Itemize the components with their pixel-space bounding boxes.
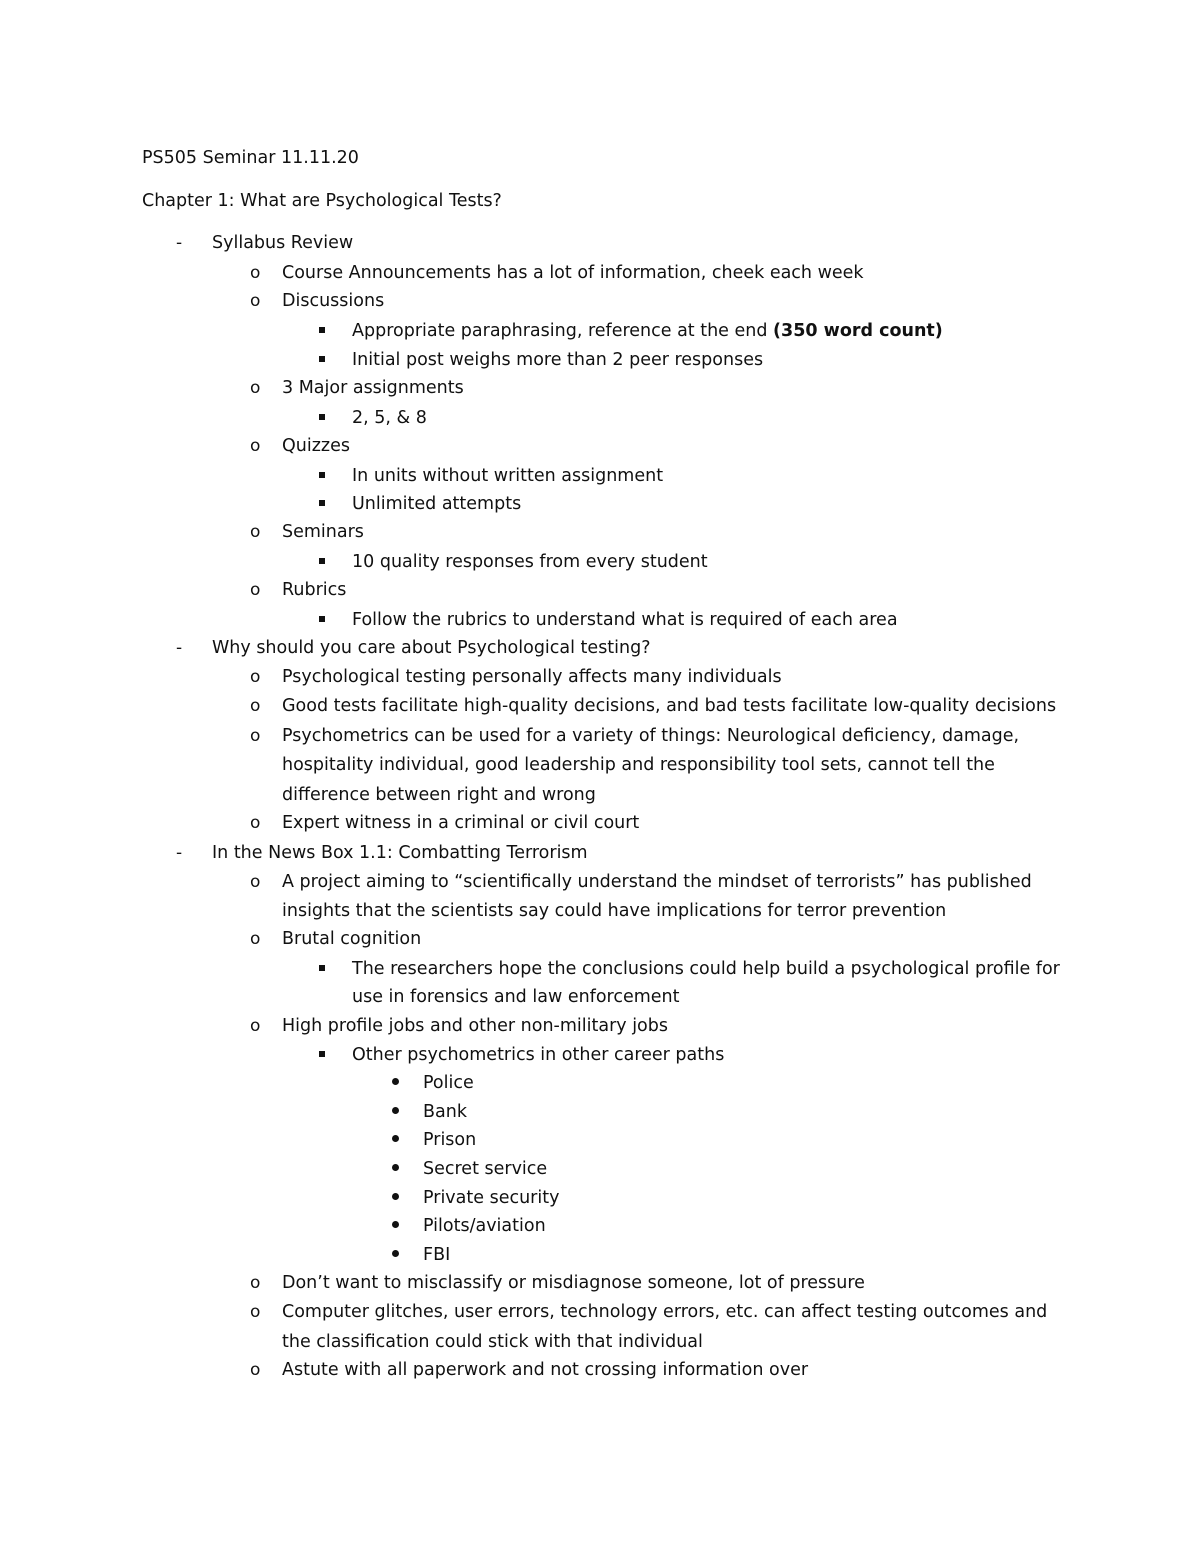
list-item-continuation: the classification could stick with that individual <box>282 1332 703 1352</box>
square-bullet <box>319 414 325 420</box>
list-item: Seminars <box>282 522 364 542</box>
list-item: 2, 5, & 8 <box>352 408 427 428</box>
square-bullet <box>319 965 325 971</box>
round-bullet <box>392 1078 399 1085</box>
list-item: The researchers hope the conclusions could help build a psychological profile for <box>352 959 1060 979</box>
why-heading: Why should you care about Psychological testing? <box>212 638 651 658</box>
career-item: Police <box>423 1073 474 1093</box>
square-bullet <box>319 616 325 622</box>
circle-bullet: o <box>250 1273 261 1293</box>
square-bullet <box>319 356 325 362</box>
list-item: Unlimited attempts <box>352 494 522 514</box>
circle-bullet: o <box>250 667 261 687</box>
career-item: Private security <box>423 1188 560 1208</box>
list-item: Discussions <box>282 291 385 311</box>
circle-bullet: o <box>250 522 261 542</box>
circle-bullet: o <box>250 378 261 398</box>
list-item: Computer glitches, user errors, technology errors, etc. can affect testing outcomes and <box>282 1302 1048 1322</box>
list-item: Other psychometrics in other career paths <box>352 1045 725 1065</box>
word-count-emphasis: (350 word count) <box>773 321 943 341</box>
list-item: Expert witness in a criminal or civil court <box>282 813 640 833</box>
round-bullet <box>392 1164 399 1171</box>
dash-bullet: - <box>176 638 183 658</box>
circle-bullet: o <box>250 1016 261 1036</box>
list-item: In units without written assignment <box>352 466 664 486</box>
square-bullet <box>319 1051 325 1057</box>
square-bullet <box>319 327 325 333</box>
list-item-text: Appropriate paraphrasing, reference at the end <box>352 321 774 341</box>
round-bullet <box>392 1250 399 1257</box>
circle-bullet: o <box>250 813 261 833</box>
circle-bullet: o <box>250 929 261 949</box>
round-bullet <box>392 1135 399 1142</box>
circle-bullet: o <box>250 726 261 746</box>
syllabus-heading: Syllabus Review <box>212 233 354 253</box>
list-item-continuation: hospitality individual, good leadership and responsibility tool sets, cannot tell the <box>282 755 995 775</box>
list-item: A project aiming to “scientifically understand the mindset of terrorists” has published <box>282 872 1032 892</box>
dash-bullet: - <box>176 233 183 253</box>
list-item: Psychometrics can be used for a variety of things: Neurological deficiency, damage, <box>282 726 1020 746</box>
list-item <box>352 319 943 343</box>
list-item: Don’t want to misclassify or misdiagnose someone, lot of pressure <box>282 1273 865 1293</box>
document-title: PS505 Seminar 11.11.20 <box>142 148 359 168</box>
list-item: Psychological testing personally affects many individuals <box>282 667 782 687</box>
list-item-continuation: use in forensics and law enforcement <box>352 987 680 1007</box>
round-bullet <box>392 1193 399 1200</box>
dash-bullet: - <box>176 843 183 863</box>
list-item: Course Announcements has a lot of information, cheek each week <box>282 263 864 283</box>
career-item: Bank <box>423 1102 467 1122</box>
list-item: Astute with all paperwork and not crossing information over <box>282 1360 809 1380</box>
news-heading: In the News Box 1.1: Combatting Terrorism <box>212 843 588 863</box>
list-item: Follow the rubrics to understand what is required of each area <box>352 610 898 630</box>
list-item: Brutal cognition <box>282 929 422 949</box>
circle-bullet: o <box>250 291 261 311</box>
circle-bullet: o <box>250 1360 261 1380</box>
career-item: Secret service <box>423 1159 548 1179</box>
list-item: Initial post weighs more than 2 peer responses <box>352 350 764 370</box>
career-item: Pilots/aviation <box>423 1216 546 1236</box>
circle-bullet: o <box>250 696 261 716</box>
square-bullet <box>319 472 325 478</box>
list-item: Good tests facilitate high-quality decisions, and bad tests facilitate low-quality decisions <box>282 696 1057 716</box>
list-item: High profile jobs and other non-military jobs <box>282 1016 668 1036</box>
circle-bullet: o <box>250 580 261 600</box>
list-item-continuation: insights that the scientists say could have implications for terror prevention <box>282 901 947 921</box>
career-item: Prison <box>423 1130 477 1150</box>
round-bullet <box>392 1107 399 1114</box>
list-item-continuation: difference between right and wrong <box>282 785 596 805</box>
list-item: 10 quality responses from every student <box>352 552 708 572</box>
circle-bullet: o <box>250 436 261 456</box>
list-item: Rubrics <box>282 580 347 600</box>
list-item: Quizzes <box>282 436 350 456</box>
circle-bullet: o <box>250 872 261 892</box>
chapter-heading: Chapter 1: What are Psychological Tests? <box>142 191 502 211</box>
circle-bullet: o <box>250 1302 261 1322</box>
list-item: 3 Major assignments <box>282 378 464 398</box>
circle-bullet: o <box>250 263 261 283</box>
career-item: FBI <box>423 1245 451 1265</box>
square-bullet <box>319 500 325 506</box>
round-bullet <box>392 1221 399 1228</box>
square-bullet <box>319 558 325 564</box>
